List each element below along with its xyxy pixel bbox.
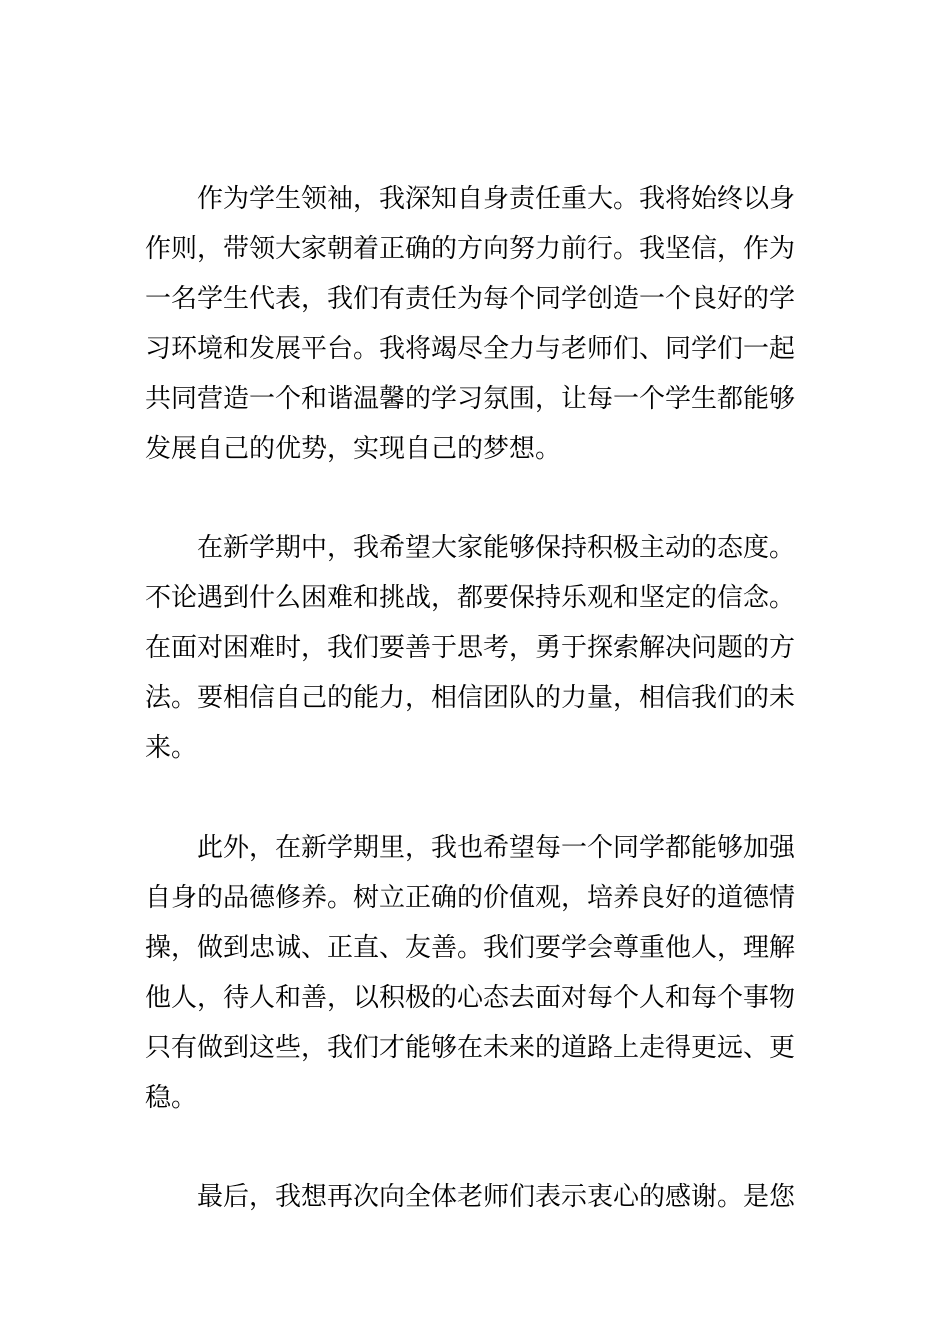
paragraph-line: 发展自己的优势，实现自己的梦想。	[145, 434, 562, 464]
paragraph-line: 操，做到忠诚、正直、友善。我们要学会尊重他人，理解	[145, 933, 796, 963]
paragraph-line: 他人，待人和善，以积极的心态去面对每个人和每个事物	[145, 983, 796, 1013]
paragraph-line: 最后，我想再次向全体老师们表示衷心的感谢。是您	[197, 1182, 796, 1212]
paragraph-line: 稳。	[145, 1083, 198, 1113]
paragraph-line: 习环境和发展平台。我将竭尽全力与老师们、同学们一起	[145, 334, 796, 364]
paragraph-line: 在面对困难时，我们要善于思考，勇于探索解决问题的方	[145, 633, 796, 663]
paragraph-1	[145, 174, 815, 474]
paragraph-line: 自身的品德修养。树立正确的价值观，培养良好的道德情	[145, 883, 796, 913]
paragraph-line: 不论遇到什么困难和挑战，都要保持乐观和坚定的信念。	[145, 583, 796, 613]
paragraph-line: 只有做到这些，我们才能够在未来的道路上走得更远、更	[145, 1033, 796, 1063]
paragraph-line: 一名学生代表，我们有责任为每个同学创造一个良好的学	[145, 284, 796, 314]
paragraph-4	[145, 1172, 815, 1222]
paragraph-line: 在新学期中，我希望大家能够保持积极主动的态度。	[197, 533, 796, 563]
paragraph-line: 作则，带领大家朝着正确的方向努力前行。我坚信，作为	[145, 234, 796, 264]
paragraph-line: 共同营造一个和谐温馨的学习氛围，让每一个学生都能够	[145, 384, 796, 414]
paragraph-line: 作为学生领袖，我深知自身责任重大。我将始终以身	[197, 184, 796, 214]
paragraph-line: 法。要相信自己的能力，相信团队的力量，相信我们的未	[145, 683, 796, 713]
paragraph-2	[145, 523, 815, 773]
paragraph-3	[145, 823, 815, 1123]
paragraph-line: 来。	[145, 733, 198, 763]
paragraph-line: 此外，在新学期里，我也希望每一个同学都能够加强	[197, 833, 796, 863]
